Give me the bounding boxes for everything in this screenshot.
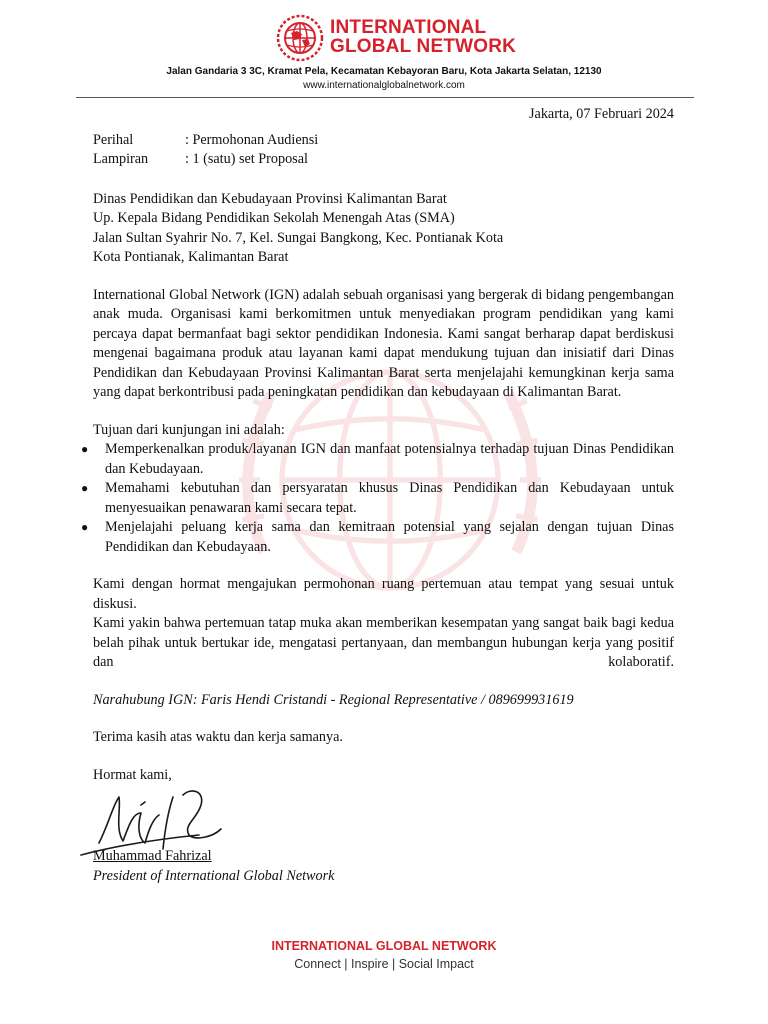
list-item [81, 440, 674, 479]
bullet-icon: ● [81, 442, 89, 456]
closing-line: Hormat kami, [93, 766, 172, 783]
goal-text: Memahami kebutuhan dan persyaratan khusus Dinas Pendidikan dan Kebudayaan untuk menyesuaikan penawaran kami secara tepat. [105, 480, 674, 516]
subject-row [93, 131, 674, 151]
subject-value: : Permohonan Audiensi [185, 131, 319, 148]
recipient-line: Dinas Pendidikan dan Kebudayaan Provinsi Kalimantan Barat [93, 190, 447, 207]
footer-tagline: Connect | Inspire | Social Impact [294, 957, 474, 971]
org-website[interactable]: www.internationalglobalnetwork.com [303, 80, 465, 91]
recipient-line: Jalan Sultan Syahrir No. 7, Kel. Sungai Bangkong, Kec. Pontianak Kota [93, 229, 504, 246]
attachment-label: Lampiran [93, 151, 149, 167]
intro-paragraph: International Global Network (IGN) adalah sebuah organisasi yang bergerak di bidang pengembangan anak muda. Organisasi kami berkomitmen untuk menyediakan program pendidikan yang kami percaya dapat bermanfaat bagi sektor pendidikan Indonesia. Kami sangat berharap dapat berdiskusi mengenai bagaimana produk atau layanan kami dapat mendukung tujuan dan inisiatif dari Dinas Pendidikan dan Kebudayaan Provinsi Kalimantan Barat serta menjelajahi kemungkinan kerja sama yang dapat berkontribusi pada peningkatan pendidikan dan kebudayaan di Kalimantan Barat. [93, 286, 674, 400]
signer-name: Muhammad Fahrizal [93, 848, 212, 864]
org-name [330, 18, 516, 56]
letter-date: Jakarta, 07 Februari 2024 [529, 106, 674, 122]
recipient-line: Up. Kepala Bidang Pendidikan Sekolah Menengah Atas (SMA) [93, 210, 455, 226]
list-item [81, 518, 674, 557]
list-item [81, 479, 674, 518]
globe-emblem-icon [275, 13, 325, 63]
org-address: Jalan Gandaria 3 3C, Kramat Pela, Kecamatan Kebayoran Baru, Kota Jakarta Selatan, 12130 [166, 66, 602, 77]
bullet-icon: ● [81, 520, 89, 534]
signer-title: President of International Global Network [93, 867, 335, 884]
belief-paragraph: Kami yakin bahwa pertemuan tatap muka akan memberikan kesempatan yang sangat baik bagi kedua belah pihak untuk bertukar ide, mengatasi pertanyaan, dan membangun hubungan kerja yang positif dan kolaboratif. [93, 615, 674, 670]
letterhead [0, 0, 768, 100]
attachment-value: : 1 (satu) set Proposal [185, 151, 308, 167]
letter-body [81, 96, 674, 886]
goal-text: Menjelajahi peluang kerja sama dan kemitraan potensial yang sejalan dengan tujuan Dinas Pendidikan dan Kebudayaan. [105, 519, 674, 555]
recipient-line: Kota Pontianak, Kalimantan Barat [93, 249, 289, 265]
goal-text: Memperkenalkan produk/layanan IGN dan manfaat potensialnya terhadap tujuan Dinas Pendidikan dan Kebudayaan. [105, 441, 674, 477]
recipient-block [93, 190, 674, 268]
subject-label: Perihal [93, 131, 134, 148]
thanks-line: Terima kasih atas waktu dan kerja samanya. [93, 729, 343, 745]
letter-meta [93, 131, 674, 170]
footer-org-name: INTERNATIONAL GLOBAL NETWORK [271, 939, 497, 953]
org-name-line1: INTERNATIONAL [330, 17, 487, 38]
attachment-row [93, 150, 674, 170]
request-paragraph: Kami dengan hormat mengajukan permohonan ruang pertemuan atau tempat yang sesuai untuk diskusi. [93, 576, 674, 612]
goals-intro: Tujuan dari kunjungan ini adalah: [93, 421, 285, 438]
contact-person: Narahubung IGN: Faris Hendi Cristandi - Regional Representative / 089699931619 [93, 691, 574, 708]
org-name-line2: GLOBAL NETWORK [330, 36, 517, 57]
goals-list [81, 440, 674, 557]
bullet-icon: ● [81, 481, 89, 495]
